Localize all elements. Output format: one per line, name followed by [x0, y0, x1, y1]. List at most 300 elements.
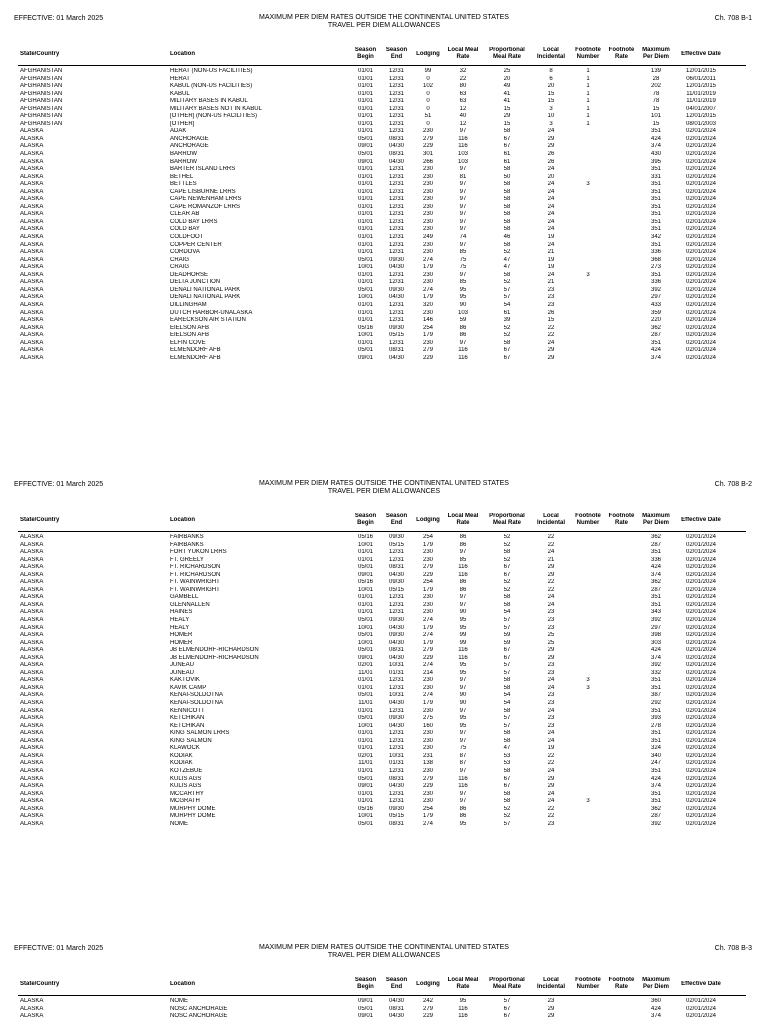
cell-local-meal: 90	[459, 692, 467, 699]
cell-lodging: 254	[422, 324, 433, 331]
cell-season-end: 12/31	[388, 271, 404, 278]
cell-local-meal: 95	[459, 820, 467, 827]
cell-prop-meal: 52	[503, 541, 511, 548]
cell-footnote-number	[570, 602, 606, 610]
cell-local-meal: 116	[458, 354, 468, 361]
cell-lodging: 230	[422, 309, 433, 316]
cell-season-begin: 01/01	[357, 113, 373, 120]
cell-season-end: 04/30	[388, 264, 404, 271]
cell-local-incidental: 24	[547, 790, 555, 797]
col-footnote-rate: Footnote Rate	[608, 977, 635, 990]
cell-effective-date: 02/01/2024	[685, 166, 717, 173]
col-state: State/Country	[20, 516, 60, 523]
cell-location: JUNEAU	[170, 669, 195, 676]
cell-footnote-rate	[606, 685, 637, 693]
table-row	[18, 196, 746, 204]
cell-state: ALASKA	[20, 234, 44, 241]
cell-season-end: 05/15	[388, 586, 404, 593]
cell-local-incidental: 23	[547, 820, 555, 827]
cell-season-end: 04/30	[388, 639, 404, 646]
cell-local-incidental: 24	[547, 166, 555, 173]
cell-season-end: 09/30	[388, 534, 404, 540]
cell-footnote-rate	[606, 617, 637, 625]
cell-local-meal: 116	[458, 135, 468, 142]
page-header	[0, 14, 768, 38]
cell-local-meal: 116	[458, 347, 468, 354]
cell-local-meal: 97	[459, 767, 467, 774]
cell-local-incidental: 24	[547, 767, 555, 774]
cell-lodging: 279	[422, 135, 433, 142]
cell-prop-meal: 47	[503, 264, 511, 271]
cell-footnote-rate	[606, 587, 637, 595]
cell-prop-meal: 52	[503, 805, 511, 812]
cell-lodging: 249	[422, 234, 433, 241]
cell-max-per-diem: 336	[650, 249, 661, 256]
cell-footnote-rate	[606, 181, 637, 189]
cell-footnote-number: 1	[586, 105, 590, 112]
cell-location: CAPE ROMANZOF LRRS	[170, 203, 241, 210]
cell-local-meal: 116	[458, 1005, 468, 1012]
cell-footnote-rate	[606, 302, 637, 310]
cell-max-per-diem: 374	[650, 1013, 661, 1020]
cell-location: FT. WAINWRIGHT	[170, 586, 220, 593]
cell-lodging: 230	[422, 181, 433, 188]
cell-season-end: 12/31	[388, 301, 404, 308]
table-row	[18, 738, 746, 746]
cell-lodging: 230	[422, 798, 433, 805]
cell-footnote-number	[570, 294, 606, 302]
cell-location: ELMENDORF AFB	[170, 354, 221, 361]
table-row	[18, 257, 746, 265]
cell-state: ALASKA	[20, 151, 44, 158]
cell-footnote-number	[570, 325, 606, 333]
cell-season-begin: 02/01	[357, 752, 373, 759]
cell-state: ALASKA	[20, 339, 44, 346]
table-row	[18, 91, 746, 99]
cell-effective-date: 02/01/2024	[685, 241, 717, 248]
cell-effective-date: 02/01/2024	[685, 347, 717, 354]
cell-season-end: 04/30	[388, 722, 404, 729]
cell-prop-meal: 54	[503, 692, 511, 699]
cell-prop-meal: 58	[503, 737, 511, 744]
cell-effective-date: 02/01/2024	[685, 256, 717, 263]
cell-effective-date: 02/01/2024	[685, 775, 717, 782]
cell-local-meal: 59	[459, 317, 467, 324]
cell-season-end: 01/31	[388, 669, 404, 676]
col-prop-meal: Proportional Meal Rate	[489, 977, 525, 990]
table-row	[18, 287, 746, 295]
cell-local-incidental: 23	[547, 624, 555, 631]
cell-max-per-diem: 287	[650, 541, 661, 548]
col-lodging: Lodging	[416, 980, 440, 987]
cell-local-incidental: 19	[547, 234, 555, 241]
cell-max-per-diem: 273	[650, 264, 661, 271]
cell-effective-date: 02/01/2024	[685, 188, 717, 195]
table-row	[18, 549, 746, 557]
cell-footnote-number	[570, 196, 606, 204]
cell-state: ALASKA	[20, 669, 44, 676]
cell-local-incidental: 29	[547, 775, 555, 782]
cell-footnote-number	[570, 670, 606, 678]
cell-footnote-rate	[606, 557, 637, 565]
cell-footnote-rate	[606, 549, 637, 557]
cell-footnote-number	[570, 211, 606, 219]
cell-location: ANCHORAGE	[170, 143, 209, 150]
cell-location: KETCHIKAN	[170, 722, 205, 729]
col-season-begin: Season Begin	[354, 513, 377, 526]
cell-footnote-rate	[606, 647, 637, 655]
cell-local-meal: 97	[459, 677, 467, 684]
cell-season-end: 09/30	[388, 256, 404, 263]
cell-lodging: 274	[422, 256, 433, 263]
rates-table	[18, 509, 746, 828]
cell-season-end: 05/15	[388, 813, 404, 820]
table-row	[18, 332, 746, 340]
cell-prop-meal: 67	[503, 564, 511, 571]
cell-location: GAMBELL	[170, 594, 199, 601]
cell-location: DEADHORSE	[170, 271, 209, 278]
page-label: Ch. 708 B-2	[714, 481, 752, 488]
cell-location: KODIAK	[170, 760, 193, 767]
cell-effective-date: 02/01/2024	[685, 556, 717, 563]
cell-location: CRAIG	[170, 256, 190, 263]
cell-local-incidental: 22	[547, 332, 555, 339]
cell-effective-date: 02/01/2024	[685, 760, 717, 767]
cell-season-end: 12/31	[388, 196, 404, 203]
cell-location: KOTZEBUE	[170, 767, 203, 774]
cell-local-incidental: 24	[547, 128, 555, 135]
cell-max-per-diem: 28	[652, 75, 660, 82]
cell-effective-date: 02/01/2024	[685, 549, 717, 556]
cell-location: HERAT	[170, 75, 190, 82]
cell-effective-date: 02/01/2024	[685, 677, 717, 684]
cell-max-per-diem: 359	[650, 309, 661, 316]
cell-footnote-number	[570, 549, 606, 557]
cell-footnote-rate	[606, 632, 637, 640]
cell-effective-date: 02/01/2024	[685, 354, 717, 361]
cell-footnote-number	[570, 347, 606, 355]
table-row	[18, 355, 746, 363]
cell-location: NOSC ANCHORAGE	[170, 1005, 228, 1012]
cell-footnote-number	[570, 557, 606, 565]
table-row	[18, 189, 746, 197]
cell-location: ELMENDORF AFB	[170, 347, 221, 354]
cell-footnote-rate	[606, 159, 637, 167]
cell-state: ALASKA	[20, 541, 44, 548]
cell-footnote-number	[570, 730, 606, 738]
cell-local-meal: 95	[459, 722, 467, 729]
cell-max-per-diem: 424	[650, 1005, 661, 1012]
cell-footnote-rate	[606, 602, 637, 610]
cell-footnote-number	[570, 287, 606, 295]
cell-footnote-number	[570, 219, 606, 227]
cell-state: ALASKA	[20, 301, 44, 308]
table-row	[18, 325, 746, 333]
cell-prop-meal: 67	[503, 654, 511, 661]
cell-local-incidental: 19	[547, 745, 555, 752]
cell-lodging: 279	[422, 775, 433, 782]
cell-season-end: 09/30	[388, 324, 404, 331]
title-line-2: TRAVEL PER DIEM ALLOWANCES	[327, 488, 441, 495]
cell-season-end: 12/31	[388, 226, 404, 233]
cell-location: CORDOVA	[170, 249, 200, 256]
cell-location: CRAIG	[170, 264, 190, 271]
cell-local-meal: 97	[459, 549, 467, 556]
cell-effective-date: 02/01/2024	[685, 309, 717, 316]
cell-local-incidental: 10	[547, 113, 555, 120]
col-location: Location	[170, 980, 195, 987]
cell-location: EIELSON AFB	[170, 324, 210, 331]
cell-prop-meal: 57	[503, 998, 511, 1004]
cell-effective-date: 02/01/2024	[685, 639, 717, 646]
cell-local-meal: 103	[457, 151, 468, 158]
cell-prop-meal: 58	[503, 707, 511, 714]
cell-season-begin: 11/01	[358, 669, 373, 676]
cell-state: ALASKA	[20, 737, 44, 744]
cell-location: BETTLES	[170, 181, 197, 188]
cell-footnote-rate	[606, 272, 637, 280]
cell-footnote-number: 1	[586, 83, 590, 90]
table-row	[18, 745, 746, 753]
table-row	[18, 98, 746, 106]
col-effective-date: Effective Date	[681, 980, 721, 987]
cell-local-meal: 99	[459, 632, 467, 639]
cell-footnote-number	[570, 264, 606, 272]
cell-local-meal: 116	[458, 654, 468, 661]
cell-max-per-diem: 362	[650, 324, 661, 331]
cell-lodging: 0	[426, 105, 430, 112]
cell-season-begin: 10/01	[357, 264, 373, 271]
cell-footnote-rate	[606, 670, 637, 678]
cell-footnote-rate	[606, 753, 637, 761]
cell-footnote-number	[570, 715, 606, 723]
cell-prop-meal: 57	[503, 294, 511, 301]
cell-footnote-rate	[606, 174, 637, 182]
col-local-meal: Local Meal Rate	[447, 47, 479, 60]
cell-local-meal: 86	[459, 586, 467, 593]
cell-season-end: 12/31	[388, 234, 404, 241]
cell-max-per-diem: 297	[650, 624, 661, 631]
cell-footnote-number	[570, 242, 606, 250]
cell-prop-meal: 47	[503, 256, 511, 263]
cell-footnote-number	[570, 355, 606, 363]
cell-lodging: 254	[422, 534, 433, 540]
cell-lodging: 279	[422, 647, 433, 654]
cell-state: ALASKA	[20, 256, 44, 263]
cell-season-end: 04/30	[388, 654, 404, 661]
cell-season-begin: 01/01	[357, 218, 373, 225]
cell-local-incidental: 23	[547, 692, 555, 699]
col-prop-meal: Proportional Meal Rate	[489, 47, 525, 60]
cell-footnote-rate	[606, 257, 637, 265]
cell-season-begin: 11/01	[358, 700, 373, 707]
col-lodging: Lodging	[416, 50, 440, 57]
cell-prop-meal: 46	[503, 234, 511, 241]
cell-season-end: 09/30	[388, 579, 404, 586]
cell-max-per-diem: 351	[650, 211, 661, 218]
cell-local-meal: 90	[459, 301, 467, 308]
cell-local-incidental: 22	[547, 579, 555, 586]
cell-max-per-diem: 78	[652, 90, 660, 97]
cell-local-incidental: 3	[549, 105, 553, 112]
table-row	[18, 776, 746, 784]
cell-state: ALASKA	[20, 798, 44, 805]
cell-state: ALASKA	[20, 639, 44, 646]
cell-lodging: 230	[422, 271, 433, 278]
cell-state: ALASKA	[20, 752, 44, 759]
cell-lodging: 99	[424, 68, 432, 74]
cell-footnote-number	[570, 791, 606, 799]
cell-location: DENALI NATIONAL PARK	[170, 294, 241, 301]
cell-season-begin: 05/01	[357, 347, 373, 354]
cell-local-incidental: 29	[547, 347, 555, 354]
cell-season-begin: 09/01	[357, 143, 373, 150]
cell-location: FT. RICHARDSON	[170, 564, 221, 571]
cell-season-begin: 05/01	[357, 692, 373, 699]
cell-season-begin: 09/01	[357, 354, 373, 361]
cell-season-end: 12/31	[388, 594, 404, 601]
cell-local-incidental: 23	[547, 669, 555, 676]
cell-max-per-diem: 351	[650, 128, 661, 135]
cell-lodging: 230	[422, 196, 433, 203]
cell-season-begin: 09/01	[357, 783, 373, 790]
cell-prop-meal: 49	[503, 83, 511, 90]
cell-effective-date: 02/01/2024	[685, 594, 717, 601]
cell-max-per-diem: 430	[650, 151, 661, 158]
cell-local-incidental: 8	[549, 68, 553, 74]
table-row	[18, 226, 746, 234]
cell-state: ALASKA	[20, 700, 44, 707]
cell-season-begin: 05/16	[357, 579, 373, 586]
table-row	[18, 121, 746, 129]
cell-effective-date: 06/01/2011	[686, 75, 716, 82]
cell-local-incidental: 22	[547, 586, 555, 593]
cell-season-begin: 01/01	[357, 226, 373, 233]
cell-footnote-rate	[606, 534, 637, 542]
cell-effective-date: 02/01/2024	[685, 158, 717, 165]
table-row	[18, 625, 746, 633]
cell-local-incidental: 22	[547, 752, 555, 759]
col-effective-date: Effective Date	[681, 516, 721, 523]
cell-location: MCCARTHY	[170, 790, 204, 797]
cell-max-per-diem: 292	[650, 700, 661, 707]
cell-footnote-rate	[606, 151, 637, 159]
cell-local-meal: 86	[459, 332, 467, 339]
col-season-end: Season End	[385, 47, 408, 60]
cell-season-end: 12/31	[388, 317, 404, 324]
table-row	[18, 617, 746, 625]
cell-state: ALASKA	[20, 317, 44, 324]
table-row	[18, 219, 746, 227]
cell-prop-meal: 67	[503, 143, 511, 150]
col-season-end: Season End	[385, 977, 408, 990]
cell-effective-date: 02/01/2024	[685, 173, 717, 180]
cell-footnote-rate	[606, 594, 637, 602]
column-headers	[18, 973, 746, 996]
cell-local-incidental: 23	[547, 294, 555, 301]
cell-max-per-diem: 424	[650, 347, 661, 354]
cell-state: ALASKA	[20, 226, 44, 233]
cell-season-end: 10/31	[388, 692, 404, 699]
cell-state: AFGHANISTAN	[20, 90, 63, 97]
cell-local-incidental: 19	[547, 264, 555, 271]
cell-effective-date: 02/01/2024	[685, 669, 717, 676]
cell-effective-date: 02/01/2024	[685, 647, 717, 654]
cell-season-begin: 05/01	[357, 647, 373, 654]
cell-effective-date: 02/01/2024	[685, 181, 717, 188]
cell-footnote-number	[570, 662, 606, 670]
cell-effective-date: 02/01/2024	[685, 722, 717, 729]
cell-lodging: 0	[426, 120, 430, 127]
cell-local-incidental: 24	[547, 188, 555, 195]
cell-prop-meal: 67	[503, 354, 511, 361]
cell-max-per-diem: 424	[650, 647, 661, 654]
cell-footnote-rate	[606, 692, 637, 700]
cell-season-begin: 01/01	[357, 105, 373, 112]
cell-state: ALASKA	[20, 571, 44, 578]
cell-season-begin: 05/01	[357, 715, 373, 722]
cell-prop-meal: 58	[503, 767, 511, 774]
cell-prop-meal: 58	[503, 196, 511, 203]
cell-local-meal: 95	[459, 617, 467, 624]
cell-local-incidental: 26	[547, 158, 555, 165]
cell-season-begin: 09/01	[357, 1013, 373, 1020]
cell-max-per-diem: 395	[650, 158, 661, 165]
cell-footnote-number	[570, 159, 606, 167]
table-row	[18, 768, 746, 776]
cell-local-meal: 90	[459, 609, 467, 616]
cell-lodging: 230	[422, 737, 433, 744]
cell-max-per-diem: 351	[650, 203, 661, 210]
cell-prop-meal: 61	[503, 309, 511, 316]
cell-local-incidental: 22	[547, 541, 555, 548]
cell-location: KING SALMON LRRS	[170, 730, 230, 737]
title-line-1: MAXIMUM PER DIEM RATES OUTSIDE THE CONTINENTAL UNITED STATES	[259, 944, 509, 951]
cell-local-incidental: 23	[547, 609, 555, 616]
cell-footnote-rate	[606, 166, 637, 174]
cell-state: ALASKA	[20, 196, 44, 203]
cell-local-meal: 103	[457, 158, 468, 165]
col-local-incidental: Local Incidental	[536, 977, 565, 990]
cell-location: MURPHY DOME	[170, 813, 216, 820]
cell-effective-date: 02/01/2024	[685, 609, 717, 616]
cell-effective-date: 02/01/2024	[685, 211, 717, 218]
cell-local-incidental: 29	[547, 571, 555, 578]
cell-max-per-diem: 392	[650, 617, 661, 624]
cell-season-end: 04/30	[388, 143, 404, 150]
table-row	[18, 294, 746, 302]
table-row	[18, 279, 746, 287]
cell-season-end: 04/30	[388, 571, 404, 578]
cell-footnote-rate	[606, 542, 637, 550]
cell-season-begin: 01/01	[357, 684, 373, 691]
cell-lodging: 274	[422, 617, 433, 624]
cell-effective-date: 02/01/2024	[685, 271, 717, 278]
cell-prop-meal: 58	[503, 790, 511, 797]
cell-local-meal: 97	[459, 188, 467, 195]
cell-max-per-diem: 340	[650, 752, 661, 759]
cell-state: ALASKA	[20, 1013, 44, 1020]
cell-state: ALASKA	[20, 609, 44, 616]
cell-season-end: 09/30	[388, 805, 404, 812]
cell-local-meal: 95	[459, 669, 467, 676]
cell-footnote-number	[570, 1013, 606, 1021]
table-row	[18, 542, 746, 550]
cell-lodging: 279	[422, 347, 433, 354]
cell-local-incidental: 22	[547, 534, 555, 540]
col-season-end: Season End	[385, 513, 408, 526]
cell-state: AFGHANISTAN	[20, 68, 63, 74]
